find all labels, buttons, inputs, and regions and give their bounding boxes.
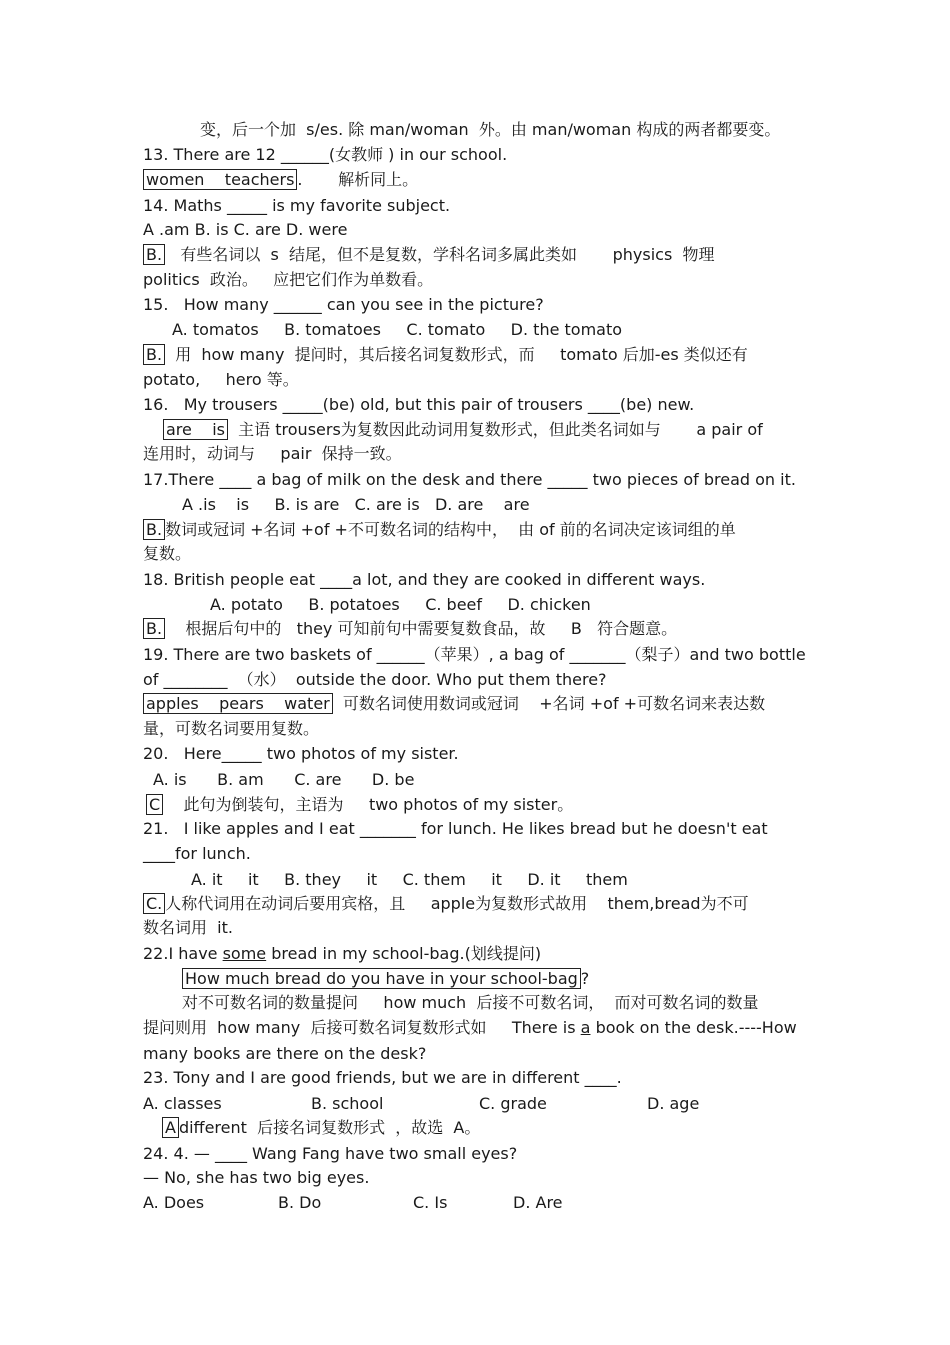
answer-15	[143, 345, 748, 365]
explanation: 数词或冠词 +名词 +of +不可数名词的结构中， 由 of 前的名词决定该词组的单	[165, 520, 736, 539]
question-22: 22.I have some bread in my school-bag.(划线提问)	[143, 944, 542, 963]
question-16: 16. My trousers _____(be) old, but this pair of trousers ____(be) new.	[143, 395, 695, 414]
explanation-line: politics 政治。 应把它们作为单数看。	[143, 270, 434, 289]
answer-box: apples pears water	[143, 693, 333, 714]
explanation-line: 量，可数名词要用复数。	[143, 719, 320, 738]
answer-box: are is	[163, 419, 228, 440]
option-23-b: B. school	[311, 1094, 384, 1113]
answer-box: B.	[143, 618, 165, 639]
question-14: 14. Maths _____ is my favorite subject.	[143, 196, 451, 215]
options-20: A. is B. am C. are D. be	[153, 770, 415, 789]
underlined-word: some	[222, 944, 267, 963]
explanation-line: potato, hero 等。	[143, 370, 299, 389]
explanation: 可数名词使用数词或冠词 +名词 +of +可数名词来表达数	[332, 694, 766, 713]
explanation: 用 how many 提问时，其后接名词复数形式，而 tomato 后加-es 类似还有	[165, 345, 748, 364]
question-23: 23. Tony and I are good friends, but we are in different ____.	[143, 1068, 622, 1087]
option-24-a: A. Does	[143, 1193, 205, 1212]
options-17: A .is is B. is are C. are is D. are are	[182, 495, 530, 514]
answer-box: B.	[143, 344, 165, 365]
question-15: 15. How many ______ can you see in the picture?	[143, 295, 544, 314]
option-24-d: D. Are	[513, 1193, 563, 1212]
answer-22: How much bread do you have in your school-bag ?	[182, 969, 589, 989]
options-18: A. potato B. potatoes C. beef D. chicken	[210, 595, 591, 614]
answer-23	[162, 1118, 480, 1138]
option-23-c: C. grade	[479, 1094, 547, 1113]
option-23-d: D. age	[647, 1094, 700, 1113]
explanation-line: many books are there on the desk?	[143, 1044, 427, 1063]
question-24: 24. 4. — ____ Wang Fang have two small eyes?	[143, 1144, 518, 1163]
explanation-line: 提问则用 how many 后接可数名词复数形式如 There is a book on the desk.----How	[143, 1018, 797, 1037]
answer-box: A	[162, 1117, 179, 1138]
option-24-b: B. Do	[278, 1193, 322, 1212]
question-17: 17.There ____ a bag of milk on the desk and there _____ two pieces of bread on it.	[143, 470, 796, 489]
answer-20	[146, 795, 573, 815]
question-13: 13. There are 12 ______(女教师 ) in our school.	[143, 145, 508, 164]
question-19-cont: of ________ （水） outside the door. Who put them there?	[143, 670, 607, 689]
explanation-line: 复数。	[143, 544, 192, 563]
explanation: 此句为倒装句，主语为 two photos of my sister。	[163, 795, 574, 814]
options-21: A. it it B. they it C. them it D. it them	[191, 870, 628, 889]
answer-box: women teachers	[143, 169, 297, 190]
explanation-line: 对不可数名词的数量提问 how much 后接不可数名词， 而对可数名词的数量	[182, 993, 759, 1012]
explanation-line: 连用时，动词与 pair 保持一致。	[143, 444, 402, 463]
answer-box: How much bread do you have in your school-bag	[182, 968, 581, 989]
underlined-word: a	[580, 1018, 591, 1037]
answer-18	[143, 619, 677, 639]
options-15: A. tomatos B. tomatoes C. tomato D. the tomato	[172, 320, 623, 339]
answer-19	[143, 694, 765, 714]
explanation: 人称代词用在动词后要用宾格，且 apple为复数形式故用 them,bread为不可	[165, 894, 749, 913]
question-24-reply: — No, she has two big eyes.	[143, 1168, 370, 1187]
explanation: 主语 trousers为复数因此动词用复数形式，但此类名词如与 a pair of	[228, 420, 763, 439]
answer-21	[143, 894, 749, 914]
explanation: . 解析同上。	[297, 170, 419, 189]
question-20: 20. Here_____ two photos of my sister.	[143, 744, 459, 763]
question-19: 19. There are two baskets of ______（苹果）, a bag of _______（梨子）and two bottle	[143, 645, 806, 664]
question-21-cont: ____for lunch.	[143, 844, 251, 863]
answer-17	[143, 520, 736, 540]
explanation: 有些名词以 s 结尾，但不是复数，学科名词多属此类如 physics 物理	[165, 245, 715, 264]
option-24-c: C. Is	[413, 1193, 448, 1212]
explanation: 根据后句中的 they 可知前句中需要复数食品，故 B 符合题意。	[165, 619, 678, 638]
answer-box: B.	[143, 244, 165, 265]
explanation-line: 数名词用 it.	[143, 918, 233, 937]
answer-16	[163, 420, 763, 440]
answer-14	[143, 245, 714, 265]
answer-box: C.	[143, 893, 165, 914]
answer-13	[143, 170, 418, 190]
answer-box: C	[146, 794, 163, 815]
question-21: 21. I like apples and I eat _______ for lunch. He likes bread but he doesn't eat	[143, 819, 768, 838]
option-23-a: A. classes	[143, 1094, 222, 1113]
explanation: different 后接名词复数形式 ，故选 A。	[178, 1118, 481, 1137]
options-14: A .am B. is C. are D. were	[143, 220, 348, 239]
question-18: 18. British people eat ____a lot, and they are cooked in different ways.	[143, 570, 706, 589]
answer-box: B.	[143, 519, 165, 540]
text-line: 变，后一个加 s/es. 除 man/woman 外。由 man/woman 构成的两者都要变。	[200, 120, 781, 139]
